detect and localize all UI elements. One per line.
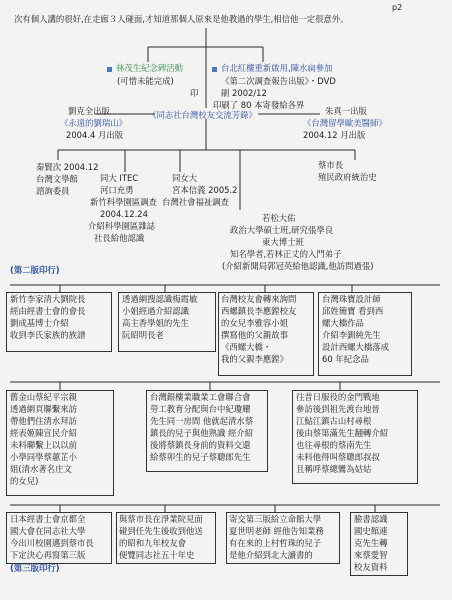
row2-c2-line: 台灣銀樓業職業工會聯合會 xyxy=(150,392,251,402)
row3-c1-line: 國大會在同志社大學 xyxy=(10,526,86,536)
row3-c3-line: 有在來的上村哲珠的兒子 xyxy=(229,538,322,548)
center-node: 《同志社台灣校友交流芳錄》 xyxy=(148,110,257,120)
row1-c2-line: 透過網搜認識梅霞敏 xyxy=(122,294,198,304)
right-top-line3: 刷 2002/12 xyxy=(221,88,267,98)
row1-c3-line: 台灣校友會轉來詢問 xyxy=(221,294,297,304)
col1-line: 秦賢次 2004.12 xyxy=(36,162,99,172)
col4-line: 殖民政府統治史 xyxy=(318,172,377,182)
row1-c4-line: 設計西螺大橋落成 xyxy=(322,342,389,352)
row3-c2-line: 與蔡市長在淨業院見面 xyxy=(119,514,203,524)
left-branch-line3: 2004.4 月出版 xyxy=(66,130,124,140)
col5-line: 若松大佑 xyxy=(262,213,296,223)
col1-line: 諮詢委員 xyxy=(36,186,70,196)
right-branch-line2: 《台灣留學歐美醫師》 xyxy=(303,118,387,128)
col2-line: 社長給他認識 xyxy=(94,233,145,243)
row1-c4-line: 台灣珠寶設計師 xyxy=(322,294,381,304)
row2-c3-line: 後由蔡第滿先生翻轉介紹 xyxy=(296,428,389,438)
col3-line: 台灣社會福祉調查 xyxy=(162,197,229,207)
row1-c4-line: 介紹李釧純先生 xyxy=(322,330,381,340)
row1-c1-line: 經由經書士會的會長 xyxy=(10,306,86,316)
col5-line: 知名學者,若林正丈的入門弟子 xyxy=(230,249,342,259)
left-top-title: 林茂生紀念碑活動 xyxy=(116,63,183,73)
col3-line: 宮本信義 2005.2 xyxy=(172,185,238,195)
col4-line: 蔡市長 xyxy=(318,160,344,170)
row2-c2-line: 先生同一房間 他就起清水蔡 xyxy=(150,416,254,426)
row2-c3-line: 參訪後到祖先渡台地晉 xyxy=(296,404,380,414)
section3-label: (第三版印行) xyxy=(10,563,60,573)
row2-c1-line: 帶他們住清水拜訪 xyxy=(10,416,77,426)
col2-line: 河口充勇 xyxy=(100,185,134,195)
right-top-line1: 台北紅樓重新啟用,陳水扁參加 xyxy=(221,63,333,73)
row2-c1-line: 舊金山蔡紀平宗親 xyxy=(10,392,77,402)
row1-c4-line: 螺大橋作品 xyxy=(322,318,364,328)
row1-c1-line: 收到李氏家族的族譜 xyxy=(10,330,86,340)
col2-line: 介紹科學園區雜誌 xyxy=(88,221,155,231)
right-branch-line3: 2004.12 月出版 xyxy=(303,130,366,140)
row3-c3-line: 寄交第三版給立命館大學 xyxy=(229,514,322,524)
row2-c2-line: 後將蔡鎮長身前的資料交還 xyxy=(150,440,251,450)
row3-c1-line: 下定決心再寫第三版 xyxy=(10,550,86,560)
bullet-icon xyxy=(107,67,112,72)
row2-c3-line: 未料他得叫蔡聰郎叔叔 xyxy=(296,452,380,462)
page-number: p2 xyxy=(392,3,403,12)
row3-c4-line: 克先生轉 xyxy=(354,538,388,548)
row2-c1-line: 經表姬陳宣民介紹 xyxy=(10,428,77,438)
left-branch-line2: 《永遠的劉瑞山》 xyxy=(60,118,127,128)
row1-c3-line: 西螺鎮長李應鏜校友 xyxy=(221,306,297,316)
row2-c1-line: 小學同學蔡蕙芷小 xyxy=(10,452,77,462)
row2-c3-line: 也往尋根的蔡南先生 xyxy=(296,440,372,450)
row2-c3-line: 江鮎江鎮古山村尋根 xyxy=(296,416,372,426)
row3-c1-line: 今出川校園邁到蔡市長 xyxy=(10,538,94,548)
right-branch-line1: 朱真一出版 xyxy=(325,106,367,116)
row2-c1-line: 姐(清水著名庄文 xyxy=(10,464,72,474)
col3-line: 同女大 xyxy=(172,173,198,183)
print-label: 印 xyxy=(190,88,199,98)
intro-text: 次有個人講的很好,在走廊３人碰面,才知道那個人原來是他教過的學生,相信他一定很意外。 xyxy=(14,14,349,24)
row1-c1-line: 新竹李家清大劉院長 xyxy=(10,294,86,304)
col2-line: 新竹科學園區調查 xyxy=(90,197,157,207)
row1-c3-line: 我的父親李應鏜》 xyxy=(221,354,288,364)
row1-c2-line: 小姐經過介紹認識 xyxy=(122,306,189,316)
row2-c2-line: 鎮長的兒子與他熟識 經介紹 xyxy=(150,428,254,438)
row3-c2-line: 的昭和九年校友會 xyxy=(119,538,186,548)
row3-c2-line: 碰到任先生後收到他送 xyxy=(119,526,203,536)
row2-c2-line: 給蔡卯生的兒子蔡聰郎先生 xyxy=(150,452,251,462)
row3-c3-line: 夏世明老師 經他告知業務 xyxy=(229,526,324,536)
row3-c4-line: 國史館連 xyxy=(354,526,388,536)
col2-line: 同大 ITEC xyxy=(100,173,139,183)
row1-c3-line: 撰寫他的父親故事 xyxy=(221,330,288,340)
row2-c3-line: 往昔日服役的金門戰地 xyxy=(296,392,380,402)
row3-c1-line: 日本經書士會京都全 xyxy=(10,514,86,524)
row2-c1-line: 透過網頁聯繫來訪 xyxy=(10,404,77,414)
col1-line: 台灣文學館 xyxy=(36,174,78,184)
right-top-line4: 印刷了 80 本寄發給各界 xyxy=(213,100,305,110)
row1-c1-line: 劉成基博士介紹 xyxy=(10,318,69,328)
left-branch-line1: 劉克全出版 xyxy=(68,106,110,116)
row2-c1-line: 的女兒) xyxy=(10,476,39,486)
left-top-sub: (可惜未能完成) xyxy=(117,76,174,86)
col5-line: 政治大學碩士班,研究張學良 xyxy=(230,225,334,235)
row2-c2-line: 勞工教育分配與台中紀瓊耀 xyxy=(150,404,251,414)
row2-c1-line: 未料聯繫上以以前 xyxy=(10,440,77,450)
row1-c4-line: 邱姓簡寶 看到西 xyxy=(322,306,384,316)
row2-c3-line: 且稱呼蔡總鸞為姑姑 xyxy=(296,464,372,474)
col5-line: 東大博士班 xyxy=(262,237,304,247)
row1-c3-line: 《西螺大橋・ xyxy=(221,342,272,352)
col2-line: 2004.12.24 xyxy=(100,209,148,219)
row1-c4-line: 60 年紀念品 xyxy=(322,354,369,364)
row3-c3-line: 是他介紹到北大讀書的 xyxy=(229,550,313,560)
row3-c4-line: 校友資料 xyxy=(354,562,388,572)
row3-c4-line: 來蔡愛智 xyxy=(354,550,388,560)
bullet-icon xyxy=(212,67,217,72)
section2-label: (第二版印行) xyxy=(10,265,60,275)
right-top-line2: 《第二次調查報告出版》・DVD xyxy=(221,76,336,86)
row1-c2-line: 高主香學姐的先生 xyxy=(122,318,189,328)
row3-c4-line: 臉書認識 xyxy=(354,514,388,524)
row3-c2-line: 便覽同志社五十年史 xyxy=(119,550,195,560)
row1-c3-line: 的女兒李雅容小姐 xyxy=(221,318,288,328)
row1-c2-line: 阮昭明長老 xyxy=(122,330,164,340)
col5-line: (介紹新聞局郭冠英給他認識,他訪問過張) xyxy=(222,261,374,271)
